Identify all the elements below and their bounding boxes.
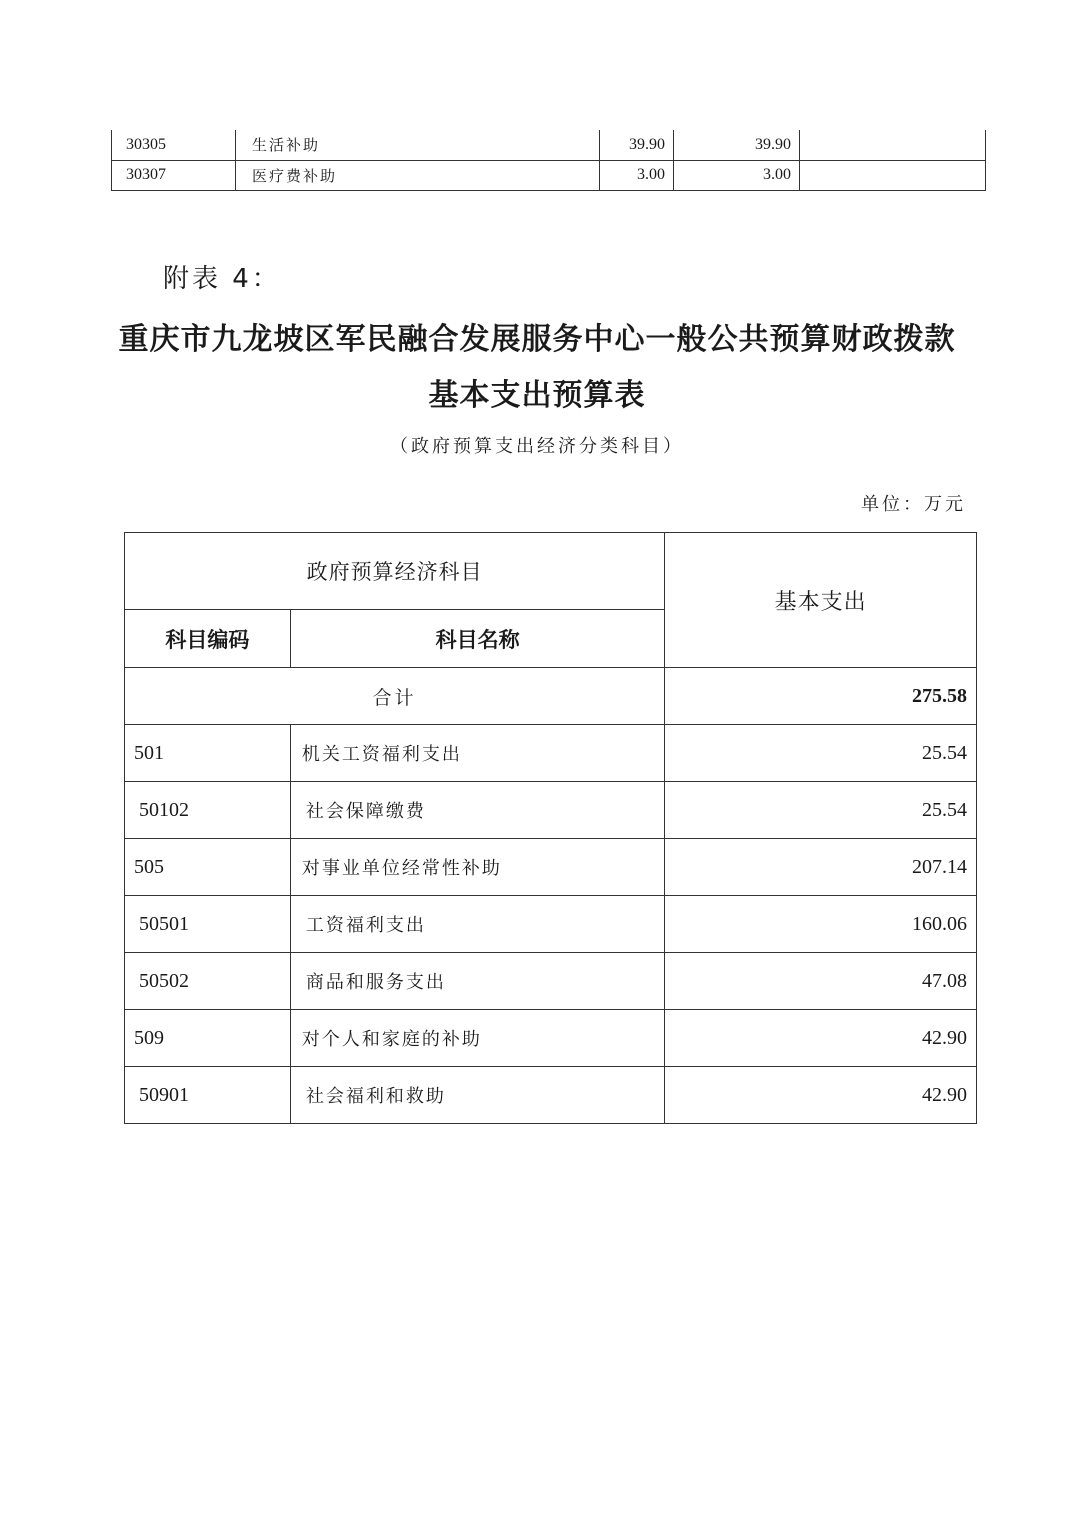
budget-table — [124, 532, 977, 1124]
document-subtitle: （政府预算支出经济分类科目） — [390, 436, 684, 457]
cont-value-3 — [800, 160, 986, 190]
cont-value-2: 3.00 — [674, 160, 800, 190]
continuation-table — [111, 130, 986, 191]
table-row — [125, 1067, 977, 1124]
header-economic-subject: 政府预算经济科目 — [125, 533, 665, 610]
subject-code: 509 — [125, 1010, 291, 1067]
subject-code: 50502 — [125, 953, 291, 1010]
subject-name: 对事业单位经常性补助 — [290, 839, 665, 896]
total-row — [125, 668, 977, 725]
document-title-line-1: 重庆市九龙坡区军民融合发展服务中心一般公共预算财政拨款 — [118, 322, 956, 357]
subject-code: 50501 — [125, 896, 291, 953]
table-row — [112, 160, 986, 190]
header-subject-name: 科目名称 — [290, 610, 665, 668]
table-row — [112, 130, 986, 160]
subject-value: 207.14 — [665, 839, 977, 896]
header-basic-expenditure: 基本支出 — [665, 533, 977, 668]
cont-value-1: 39.90 — [600, 130, 674, 160]
subject-code: 50102 — [125, 782, 291, 839]
subject-value: 25.54 — [665, 725, 977, 782]
subject-code: 50901 — [125, 1067, 291, 1124]
cont-value-1: 3.00 — [600, 160, 674, 190]
subject-value: 42.90 — [665, 1010, 977, 1067]
document-title-line-2: 基本支出预算表 — [428, 378, 646, 413]
table-row — [125, 953, 977, 1010]
subject-name: 对个人和家庭的补助 — [290, 1010, 665, 1067]
subject-value: 160.06 — [665, 896, 977, 953]
subject-name: 社会保障缴费 — [290, 782, 665, 839]
header-row — [125, 533, 977, 610]
subject-code: 501 — [125, 725, 291, 782]
cont-code: 30307 — [112, 160, 236, 190]
total-label: 合计 — [125, 668, 665, 725]
cont-value-2: 39.90 — [674, 130, 800, 160]
subject-value: 42.90 — [665, 1067, 977, 1124]
unit-label: 单位：万元 — [861, 494, 966, 515]
subject-name: 机关工资福利支出 — [290, 725, 665, 782]
table-row — [125, 839, 977, 896]
cont-value-3 — [800, 130, 986, 160]
header-subject-code: 科目编码 — [125, 610, 291, 668]
subject-value: 25.54 — [665, 782, 977, 839]
attachment-label: 附表 4： — [163, 264, 281, 294]
cont-name: 生活补助 — [236, 130, 600, 160]
table-row — [125, 782, 977, 839]
subject-name: 工资福利支出 — [290, 896, 665, 953]
subject-code: 505 — [125, 839, 291, 896]
cont-name: 医疗费补助 — [236, 160, 600, 190]
subject-name: 社会福利和救助 — [290, 1067, 665, 1124]
cont-code: 30305 — [112, 130, 236, 160]
subject-value: 47.08 — [665, 953, 977, 1010]
table-row — [125, 896, 977, 953]
subject-name: 商品和服务支出 — [290, 953, 665, 1010]
total-value: 275.58 — [665, 668, 977, 725]
table-row — [125, 725, 977, 782]
table-row — [125, 1010, 977, 1067]
